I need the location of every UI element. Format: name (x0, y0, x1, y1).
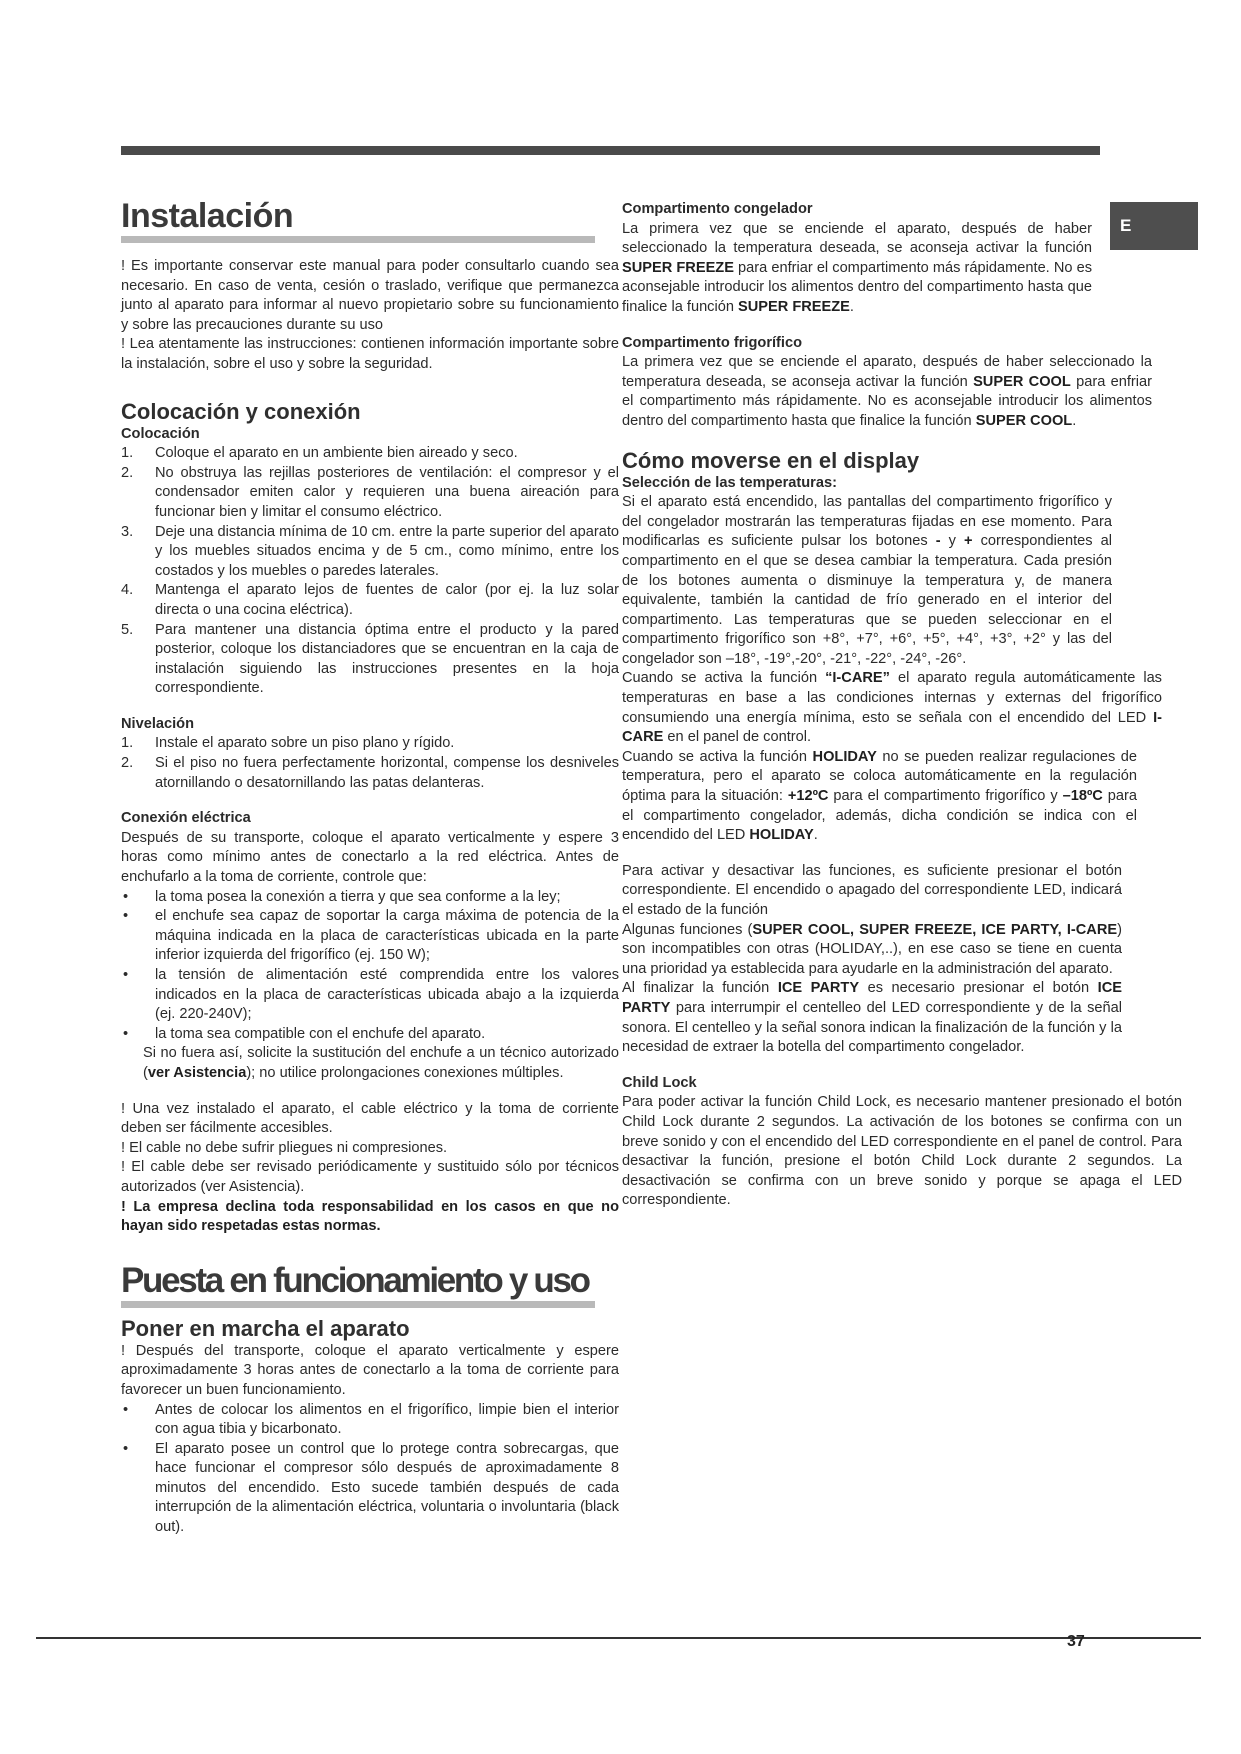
list-item: • el enchufe sea capaz de soportar la carga máxima de potencia de la máquina indicada en la placa de características ubicada en la parte inferior izquierda del frigorífico (ej. 150 W); (123, 908, 619, 964)
holiday-paragraph: Cuando se activa la función HOLIDAY no se pueden realizar regulaciones de temperatura, pero el aparato se coloca automáticamente en la regulación óptima para la situación: +12ºC para el compartimento frigorífico y –18ºC para el compartimento congelador, además, dicha condición se indica con el encendido del LED HOLIDAY. (622, 748, 1137, 844)
list-item: • la tensión de alimentación esté comprendida entre los valores indicados en la placa de características ubicada abajo a la izquierda (ej. 220-240V); (123, 967, 619, 1023)
frigorifico-paragraph: La primera vez que se enciende el aparato, después de haber seleccionado la temperatura deseada, se aconseja activar la función SUPER COOL para enfriar el compartimento más rápidamente. No es aconsejable introducir los alimentos dentro del compartimento hasta que finalice la función SUPER COOL. (622, 354, 1153, 429)
section-title-instalacion: Instalación (121, 197, 294, 235)
icare-paragraph: Cuando se activa la función “I-CARE” el aparato regula automáticamente las temperaturas en base a las condiciones internas y externas del frigorífico consumiendo una energía mínima, esto se señala con el encendido del LED I-CARE en el panel de control. (622, 670, 1162, 746)
conexion-note: Si no fuera así, solicite la sustitución del enchufe a un técnico autorizado (ver Asistencia); no utilice prolongaciones conexiones múltiples. (143, 1045, 619, 1081)
conexion-intro: Después de su transporte, coloque el aparato verticalmente y espere 3 horas como mínimo antes de conectarlo a la red eléctrica. Antes de enchufarlo a la toma de corriente, controle que: (121, 829, 619, 886)
child-lock-paragraph: Para poder activar la función Child Lock, es necesario mantener presionado el botón Child Lock durante 2 segundos. La activación de los botones se confirma con un breve sonido y con el encendido del LED correspondiente en el panel de control. Para desactivar la función, presione el botón Child Lock durante 2 segundos. La desactivación se confirma con un breve sonido y porque se apaga el LED correspondiente. (622, 1094, 1182, 1209)
heading-display: Cómo moverse en el display (622, 447, 920, 473)
conexion-bullets (121, 888, 619, 1045)
subheading-compartimento-frigorifico: Compartimento frigorífico (622, 334, 802, 351)
bottom-rule (36, 1637, 1201, 1639)
warning-bold: ! La empresa declina toda responsabilidad en los casos en que no hayan sido respetadas estas normas. (121, 1198, 619, 1235)
left-column (121, 196, 619, 1538)
heading-colocacion-conexion: Colocación y conexión (121, 398, 361, 424)
list-item: • Antes de colocar los alimentos en el frigorífico, limpie bien el interior con agua tibia y bicarbonato. (123, 1401, 619, 1438)
list-item: 2. No obstruya las rejillas posteriores de ventilación: el compresor y el condensador emiten calor y requieren una buena aireación para funcionar bien y limitar el consumo eléctrico. (121, 464, 619, 520)
subheading-nivelacion: Nivelación (121, 715, 194, 732)
list-item: 3. Deje una distancia mínima de 10 cm. entre la parte superior del aparato y los muebles situados encima y de 5 cm., como mínimo, entre los costados y los muebles o paredes laterales. (121, 523, 620, 579)
title-underline (121, 1301, 595, 1308)
language-tab-label: E (1120, 216, 1132, 235)
poner-bullets (121, 1401, 619, 1538)
title-underline (121, 236, 595, 243)
activar-paragraph: Para activar y desactivar las funciones, es suficiente presionar el botón correspondiente. El encendido o apagado del correspondiente LED, indicará el estado de la función (622, 862, 1122, 918)
warning-paragraph: ! El cable no debe sufrir pliegues ni compresiones. (121, 1139, 448, 1156)
algunas-funciones-paragraph: Algunas funciones (SUPER COOL, SUPER FREEZE, ICE PARTY, I-CARE) son incompatibles con otras (HOLIDAY,..), en ese caso se tiene en cuenta una prioridad ya establecida para ayudarle en la administración del aparato. (622, 921, 1122, 977)
list-item: 4. Mantenga el aparato lejos de fuentes de calor (por ej. la luz solar directa o una cocina eléctrica). (121, 582, 619, 618)
colocacion-list (121, 444, 619, 699)
subheading-seleccion-temperaturas: Selección de las temperaturas: (622, 474, 837, 491)
asistencia-reference: ver Asistencia (147, 1064, 247, 1081)
list-item: 1. Instale el aparato sobre un piso plano y rígido. (121, 735, 455, 752)
congelador-paragraph: La primera vez que se enciende el aparato, después de haber seleccionado la temperatura deseada, se aconseja activar la función SUPER FREEZE para enfriar el compartimento más rápidamente. No es aconsejable introducir los alimentos dentro del compartimento hasta que finalice la función SUPER FREEZE. (622, 220, 1092, 315)
heading-poner-en-marcha: Poner en marcha el aparato (121, 1315, 410, 1341)
list-item: • la toma posea la conexión a tierra y que sea conforme a la ley; (123, 888, 561, 905)
warning-paragraph: ! Una vez instalado el aparato, el cable eléctrico y la toma de corriente deben ser fácilmente accesibles. (121, 1100, 619, 1137)
list-item: • la toma sea compatible con el enchufe del aparato. (123, 1025, 486, 1042)
right-column (622, 200, 1182, 1211)
subheading-child-lock: Child Lock (622, 1074, 697, 1091)
intro-paragraph: ! Lea atentamente las instrucciones: contienen información importante sobre la instalación, sobre el uso y sobre la seguridad. (121, 336, 619, 372)
list-item: 1. Coloque el aparato en un ambiente bien aireado y seco. (121, 445, 518, 462)
list-item: 5. Para mantener una distancia óptima entre el producto y la pared posterior, coloque los distanciadores que se encuentran en la caja de instalación siguiendo las instrucciones presentes en la hoja correspondiente. (121, 621, 619, 697)
page-number: 37 (1067, 1633, 1085, 1650)
list-item: 2. Si el piso no fuera perfectamente horizontal, compense los desniveles atornillando o desatornillando las patas delanteras. (121, 755, 619, 791)
subheading-conexion-electrica: Conexión eléctrica (121, 810, 251, 827)
intro-paragraph: ! Es importante conservar este manual para poder consultarlo cuando sea necesario. En caso de venta, cesión o traslado, verifique que permanezca junto al aparato para informar al nuevo propietario sobre su funcionamiento y sobre las precauciones durante su uso (121, 258, 619, 333)
top-rule (121, 146, 1100, 155)
poner-intro: ! Después del transporte, coloque el aparato verticalmente y espere aproximadamente 3 horas antes de conectarlo a la toma de corriente para favorecer un buen funcionamiento. (121, 1342, 619, 1398)
ice-party-paragraph: Al finalizar la función ICE PARTY es necesario presionar el botón ICE PARTY para interrumpir el centelleo del LED correspondiente y de la señal sonora. El centelleo y la señal sonora indican la finalización de la función y la necesidad de extraer la botella del compartimento congelador. (622, 980, 1122, 1056)
list-item: • El aparato posee un control que lo protege contra sobrecargas, que hace funcionar el compresor sólo después de aproximadamente 8 minutos del encendido. Esto sucede también después de cada interrupción de la alimentación eléctrica, voluntaria o involuntaria (black out). (123, 1440, 619, 1536)
subheading-compartimento-congelador: Compartimento congelador (622, 201, 813, 217)
subheading-colocacion: Colocación (121, 425, 200, 442)
section-title-puesta: Puesta en funcionamiento y uso (121, 1260, 589, 1300)
nivelacion-list (121, 734, 619, 793)
warning-paragraph: ! El cable debe ser revisado periódicamente y sustituido sólo por técnicos autorizados (ver Asistencia). (121, 1159, 619, 1195)
seleccion-paragraph: Si el aparato está encendido, las pantallas del compartimento frigorífico y del congelador mostrarán las temperaturas fijadas en ese momento. Para modificarlas es suficiente pulsar los botones - y + correspondientes al compartimento en el que se desea cambiar la temperatura. Cada presión de los botones aumenta o disminuye la temperatura y, de manera equivalente, también la cantidad de frío generado en el interior del compartimento. Las temperaturas que se pueden seleccionar en el compartimento frigorífico son +8°, +7°, +6°, +5°, +4°, +3°, +2° y las del congelador son –18°, -19°,-20°, -21°, -22°, -24°, -26°. (622, 494, 1112, 667)
